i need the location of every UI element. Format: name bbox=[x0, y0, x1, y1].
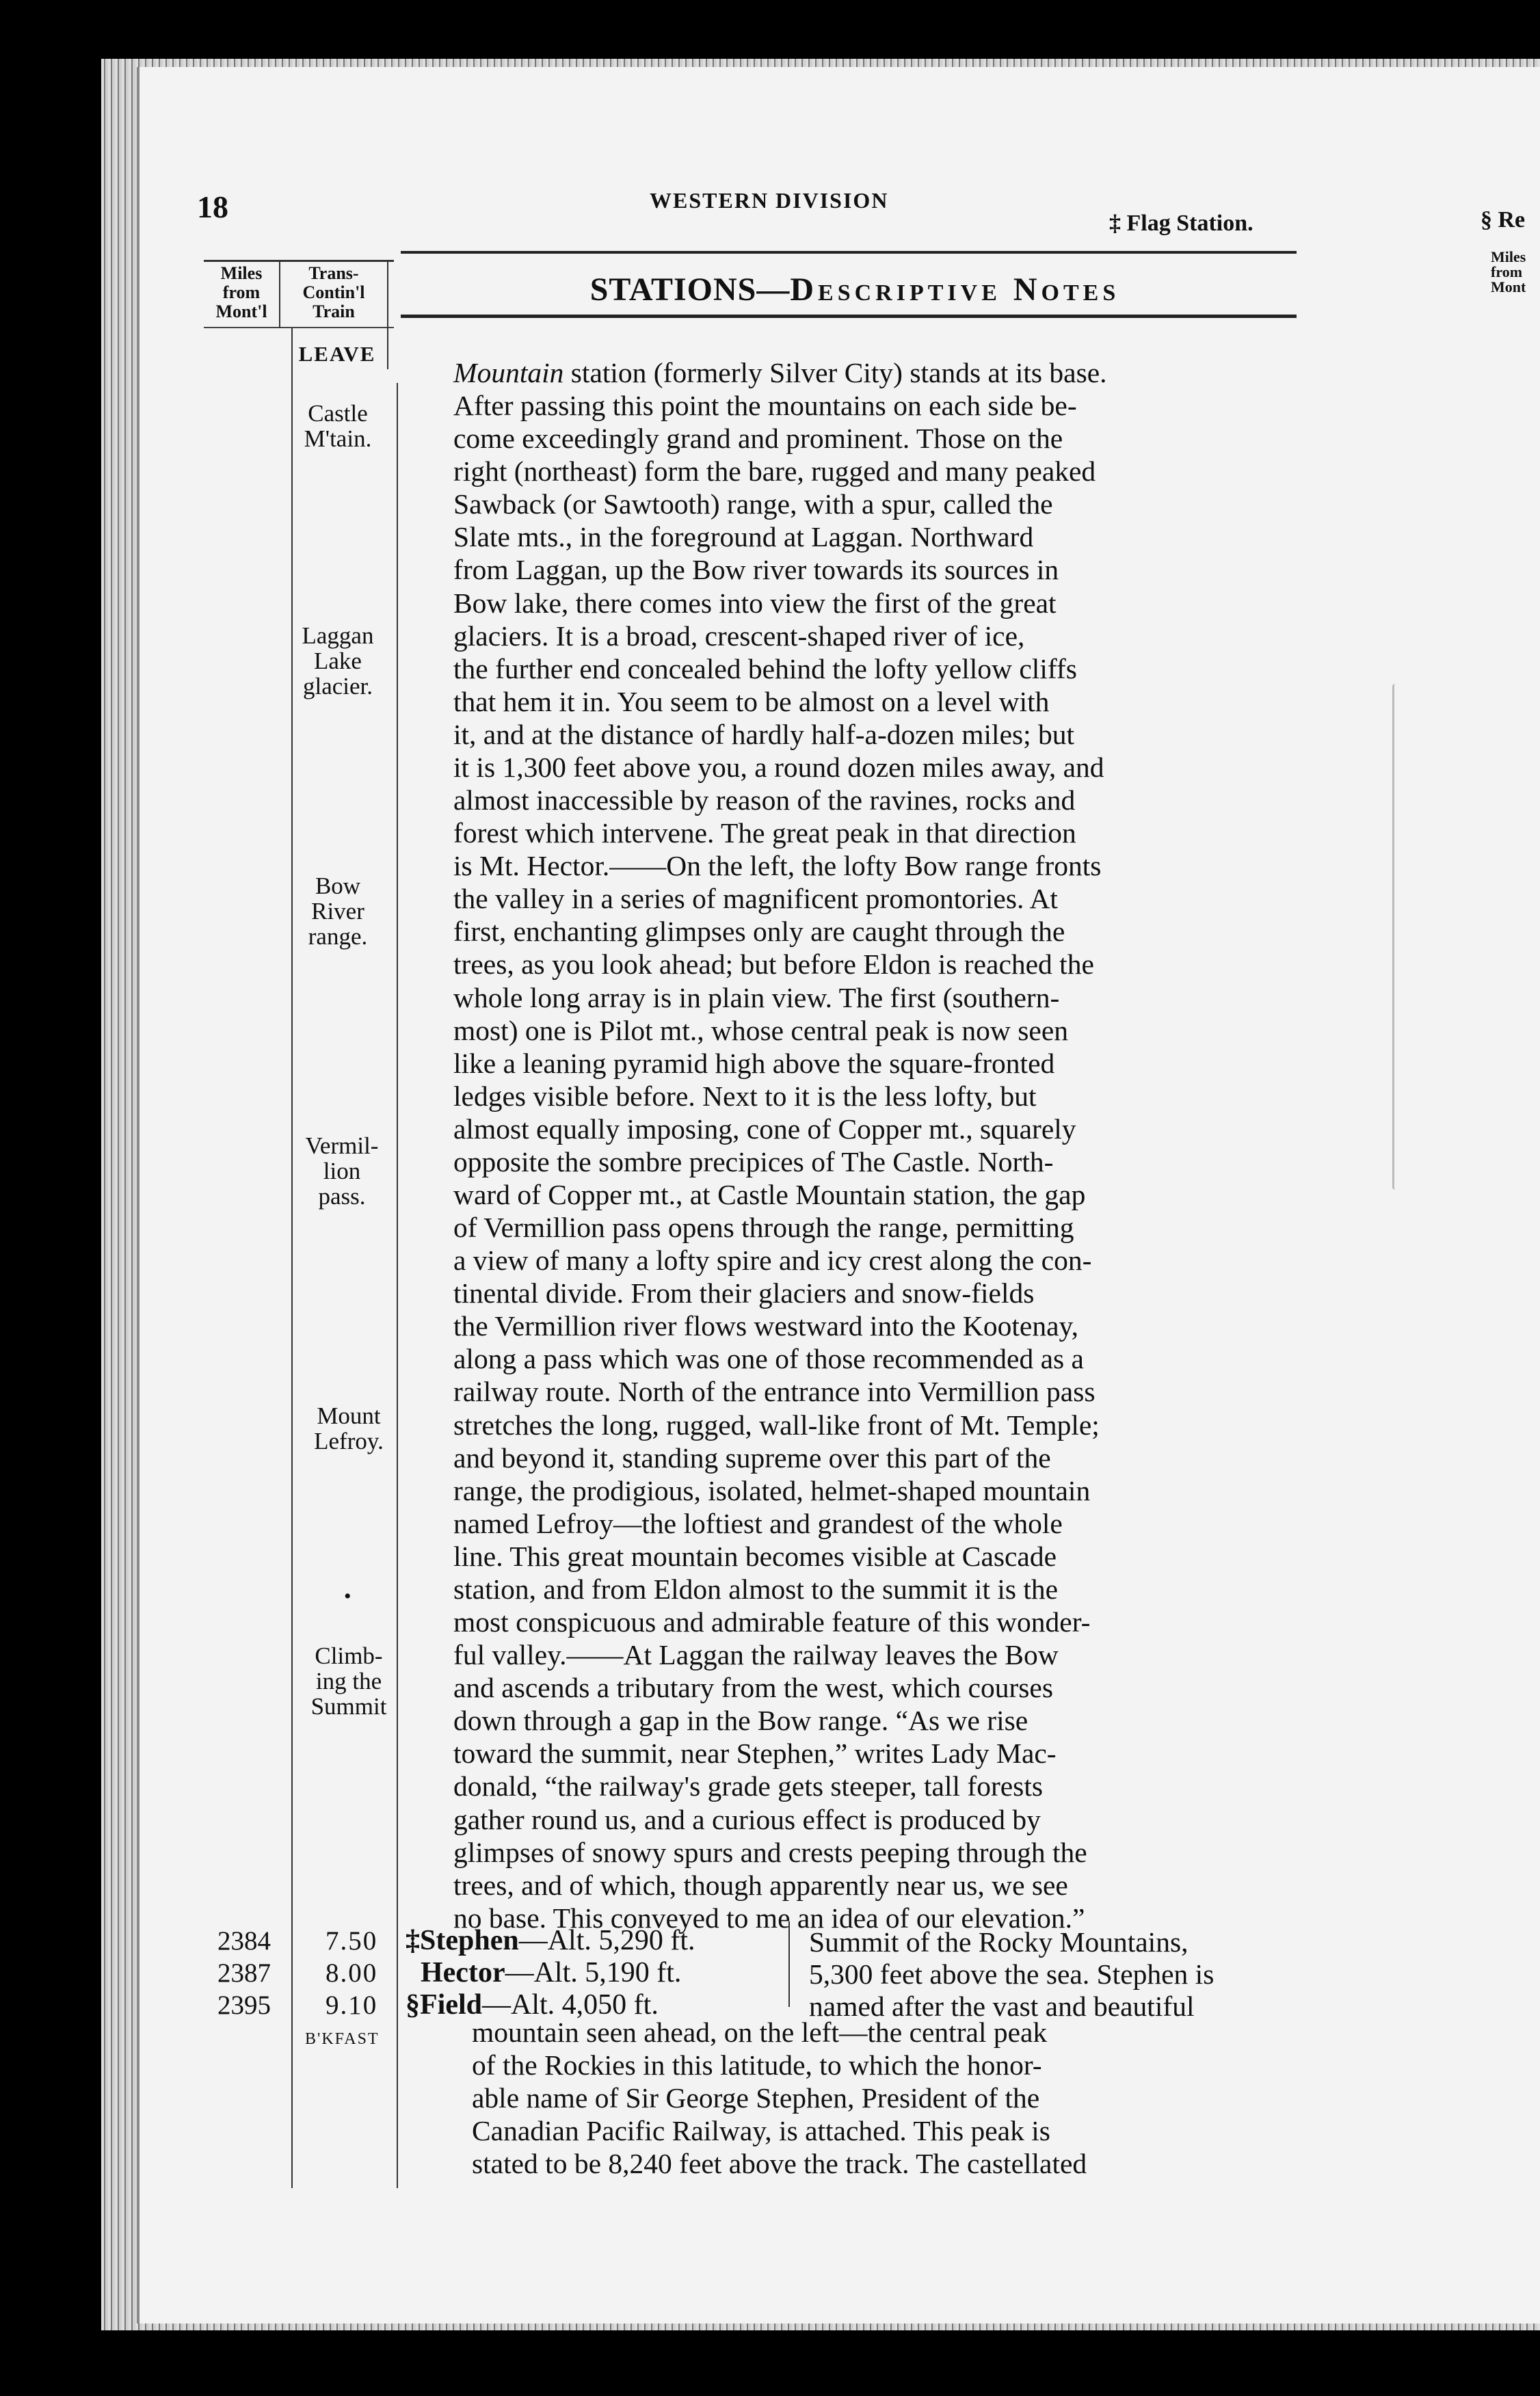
margin-note-line: range. bbox=[308, 923, 368, 950]
title-prefix: STATIONS— bbox=[589, 271, 791, 308]
tail-line: stated to be 8,240 feet above the track. The castellated bbox=[472, 2148, 1087, 2179]
line-text: most conspicuous and admirable feature of this wonder- bbox=[453, 1606, 1091, 1638]
body-line bbox=[453, 1277, 1034, 1309]
margin-note-line: ing the bbox=[315, 1668, 382, 1694]
col-head-line: Contin'l bbox=[302, 282, 365, 302]
title-rule bbox=[401, 315, 1297, 318]
col-head-line: Train bbox=[313, 302, 355, 321]
margin-note-line: Vermil- bbox=[305, 1132, 379, 1159]
line-text: the Vermillion river flows westward into the Kootenay, bbox=[453, 1310, 1078, 1342]
line-text: ful valley.——At Laggan the railway leaves the Bow bbox=[453, 1639, 1059, 1671]
margin-note-line: Lefroy. bbox=[314, 1428, 384, 1454]
station-name: ‡Stephen bbox=[406, 1925, 519, 1956]
line-text: along a pass which was one of those recommended as a bbox=[453, 1343, 1084, 1375]
line-text: forest which intervene. The great peak in that direction bbox=[453, 817, 1076, 849]
body-line bbox=[453, 981, 1059, 1014]
line-text: the further end concealed behind the lofty yellow cliffs bbox=[453, 652, 1077, 684]
body-line bbox=[453, 620, 1024, 652]
column-divider bbox=[387, 260, 388, 369]
line-text: donald, “the railway's grade gets steeper, tall forests bbox=[453, 1770, 1044, 1802]
body-line bbox=[453, 1178, 1085, 1211]
body-line bbox=[453, 882, 1058, 915]
station-miles: 2384 bbox=[217, 1926, 271, 1956]
line-text: range, the prodigious, isolated, helmet-shaped mountain bbox=[453, 1474, 1091, 1506]
line-text: down through a gap in the Bow range. “As we rise bbox=[453, 1705, 1028, 1737]
column-divider bbox=[397, 383, 398, 2188]
margin-note bbox=[298, 1403, 399, 1454]
left-head-rule bbox=[204, 327, 394, 328]
station-divider bbox=[788, 1921, 790, 2007]
body-line bbox=[453, 455, 1096, 488]
body-line bbox=[453, 849, 1101, 882]
line-text: trees, as you look ahead; but before Eldon is reached the bbox=[453, 948, 1094, 981]
tail-line: mountain seen ahead, on the left—the central peak bbox=[472, 2016, 1048, 2048]
tail-line: Canadian Pacific Railway, is attached. This peak is bbox=[472, 2115, 1050, 2146]
margin-note-line: Lake bbox=[314, 648, 362, 674]
line-text: and beyond it, standing supreme over this part of the bbox=[453, 1441, 1051, 1474]
body-line bbox=[453, 1836, 1087, 1869]
margin-note-line: lion bbox=[323, 1158, 361, 1184]
column-divider bbox=[291, 328, 293, 2188]
page-fold-mark bbox=[1392, 684, 1400, 1190]
body-line bbox=[453, 1671, 1053, 1704]
top-rule bbox=[401, 251, 1297, 254]
body-line bbox=[453, 356, 1107, 389]
body-line bbox=[453, 1309, 1078, 1342]
station-altitude: —Alt. 4,050 ft. bbox=[482, 1989, 659, 2021]
margin-note-line: Summit bbox=[310, 1693, 387, 1720]
title-small-caps: Descriptive Notes bbox=[790, 271, 1120, 308]
line-text: station (formerly Silver City) stands at its base. bbox=[563, 357, 1107, 388]
next-col-head-line: Miles bbox=[1491, 248, 1526, 265]
stations-title bbox=[410, 271, 1299, 308]
leave-label: LEAVE bbox=[298, 342, 376, 366]
line-text: it, and at the distance of hardly half-a-dozen miles; but bbox=[453, 718, 1075, 750]
body-line bbox=[453, 948, 1094, 981]
body-line bbox=[453, 488, 1053, 520]
body-line bbox=[453, 685, 1049, 718]
line-text: opposite the sombre precipices of The Castle. North- bbox=[453, 1145, 1054, 1177]
line-text: whole long array is in plain view. The first (southern- bbox=[453, 981, 1060, 1013]
line-text: almost inaccessible by reason of the ravines, rocks and bbox=[453, 784, 1076, 816]
line-text: like a leaning pyramid high above the square-fronted bbox=[453, 1047, 1055, 1079]
line-text: from Laggan, up the Bow river towards its sources in bbox=[453, 554, 1059, 586]
body-line bbox=[453, 520, 1033, 553]
line-text: right (northeast) form the bare, rugged and many peaked bbox=[453, 455, 1096, 488]
station-time: 9.10 bbox=[326, 1991, 378, 2020]
station-time: 8.00 bbox=[326, 1958, 378, 1988]
margin-note-line: River bbox=[311, 898, 364, 924]
col-head-line: Trans- bbox=[308, 263, 359, 283]
margin-dot: • bbox=[344, 1585, 351, 1608]
body-line bbox=[453, 784, 1075, 816]
next-col-head-line: Mont bbox=[1491, 278, 1526, 295]
body-line bbox=[453, 553, 1059, 586]
margin-note-line: Bow bbox=[315, 873, 361, 899]
line-text: station, and from Eldon almost to the summit it is the bbox=[453, 1573, 1059, 1605]
side-text-line: named after the vast and beautiful bbox=[809, 1991, 1195, 2022]
line-text: glaciers. It is a broad, crescent-shaped river of ice, bbox=[453, 620, 1025, 652]
margin-note-line: glacier. bbox=[302, 673, 373, 700]
body-line bbox=[453, 1113, 1076, 1145]
body-line bbox=[453, 1409, 1100, 1441]
body-line bbox=[453, 718, 1074, 751]
margin-note bbox=[287, 873, 388, 949]
col-head-line: Miles bbox=[220, 263, 263, 283]
body-line bbox=[453, 1638, 1059, 1671]
margin-note bbox=[287, 401, 388, 451]
line-text: first, enchanting glimpses only are caught through the bbox=[453, 916, 1065, 948]
body-line bbox=[453, 915, 1065, 948]
line-text: After passing this point the mountains on each side be- bbox=[453, 390, 1077, 422]
body-line bbox=[453, 1869, 1068, 1902]
line-text: almost equally imposing, cone of Copper mt., squarely bbox=[453, 1113, 1076, 1145]
margin-note-line: Castle bbox=[308, 400, 368, 427]
next-page-marker: § Re bbox=[1481, 207, 1526, 232]
line-text: stretches the long, rugged, wall-like front of Mt. Temple; bbox=[453, 1409, 1100, 1441]
margin-note-line: Climb- bbox=[315, 1642, 383, 1669]
line-text: Slate mts., in the foreground at Laggan. Northward bbox=[453, 521, 1034, 553]
body-line bbox=[453, 816, 1076, 849]
tail-line: able name of Sir George Stephen, President of the bbox=[472, 2082, 1040, 2114]
body-line bbox=[453, 1606, 1091, 1638]
margin-note bbox=[298, 1643, 399, 1719]
body-line bbox=[453, 422, 1063, 455]
line-text: line. This great mountain becomes visible at Cascade bbox=[453, 1540, 1057, 1572]
line-text: the valley in a series of magnificent promontories. At bbox=[453, 883, 1058, 915]
station-name: §Field bbox=[406, 1989, 482, 2021]
line-text: of Vermillion pass opens through the range, permitting bbox=[453, 1212, 1074, 1244]
station-entry bbox=[406, 1924, 695, 1957]
station-entry bbox=[406, 1956, 681, 1989]
next-col-head-line: from bbox=[1491, 263, 1523, 280]
body-line bbox=[453, 1342, 1084, 1375]
body-line bbox=[453, 1474, 1090, 1507]
body-line bbox=[453, 1014, 1068, 1047]
next-page-column-head bbox=[1491, 250, 1526, 295]
margin-note bbox=[291, 1133, 393, 1209]
margin-note-line: Laggan bbox=[302, 622, 374, 649]
body-line bbox=[453, 1540, 1057, 1573]
breakfast-label: B'KFAST bbox=[305, 2030, 380, 2048]
margin-note-line: pass. bbox=[318, 1183, 366, 1210]
body-line bbox=[453, 1737, 1057, 1770]
body-line bbox=[453, 1704, 1028, 1737]
running-head: WESTERN DIVISION bbox=[650, 188, 889, 213]
body-line bbox=[453, 1803, 1041, 1836]
body-line bbox=[453, 1770, 1043, 1802]
line-text: Bow lake, there comes into view the first of the great bbox=[453, 587, 1057, 619]
body-line bbox=[453, 751, 1104, 784]
line-text: it is 1,300 feet above you, a round dozen miles away, and bbox=[453, 751, 1104, 783]
body-line bbox=[453, 1080, 1037, 1113]
body-line bbox=[453, 1507, 1063, 1540]
body-line bbox=[453, 1375, 1096, 1408]
left-top-rule bbox=[204, 260, 394, 262]
line-text: tinental divide. From their glaciers and snow-fields bbox=[453, 1277, 1035, 1309]
station-time: 7.50 bbox=[326, 1926, 378, 1956]
line-text: Sawback (or Sawtooth) range, with a spur, called the bbox=[453, 488, 1053, 520]
side-text-line: Summit of the Rocky Mountains, bbox=[809, 1926, 1189, 1958]
italic-word: Mountain bbox=[453, 357, 564, 388]
line-text: that hem it in. You seem to be almost on a level with bbox=[453, 685, 1050, 717]
line-text: come exceedingly grand and prominent. Those on the bbox=[453, 423, 1063, 455]
body-line bbox=[453, 652, 1077, 685]
body-line bbox=[453, 1441, 1051, 1474]
line-text: is Mt. Hector.——On the left, the lofty Bow range fronts bbox=[453, 850, 1102, 882]
margin-note-line: Mount bbox=[317, 1402, 381, 1429]
line-text: railway route. North of the entrance into Vermillion pass bbox=[453, 1376, 1096, 1408]
line-text: and ascends a tributary from the west, which courses bbox=[453, 1672, 1053, 1704]
line-text: ward of Copper mt., at Castle Mountain station, the gap bbox=[453, 1179, 1086, 1210]
train-column-head bbox=[280, 264, 387, 321]
station-miles: 2395 bbox=[217, 1991, 271, 2020]
line-text: no base. This conveyed to me an idea of our elevation.” bbox=[453, 1902, 1085, 1934]
body-line bbox=[453, 1244, 1091, 1277]
body-line bbox=[453, 1573, 1058, 1606]
station-miles: 2387 bbox=[217, 1958, 271, 1988]
side-text-line: 5,300 feet above the sea. Stephen is bbox=[809, 1958, 1214, 1990]
col-head-line: from bbox=[222, 282, 261, 302]
flag-station-note: ‡ Flag Station. bbox=[1109, 211, 1253, 236]
line-text: a view of many a lofty spire and icy crest along the con- bbox=[453, 1244, 1092, 1277]
body-line bbox=[453, 1047, 1054, 1080]
line-text: toward the summit, near Stephen,” writes Lady Mac- bbox=[453, 1738, 1057, 1770]
margin-note bbox=[287, 623, 388, 699]
line-text: trees, and of which, though apparently near us, we see bbox=[453, 1869, 1068, 1901]
page-number: 18 bbox=[197, 189, 228, 224]
body-line bbox=[453, 587, 1057, 620]
line-text: glimpses of snowy spurs and crests peeping through the bbox=[453, 1836, 1087, 1868]
margin-note-line: M'tain. bbox=[304, 425, 372, 452]
miles-column-head bbox=[204, 264, 279, 321]
body-line bbox=[453, 1211, 1074, 1244]
col-head-line: Mont'l bbox=[215, 302, 267, 321]
line-text: named Lefroy—the loftiest and grandest of the whole bbox=[453, 1507, 1063, 1539]
tail-line: of the Rockies in this latitude, to which the honor- bbox=[472, 2049, 1042, 2081]
station-altitude: —Alt. 5,290 ft. bbox=[518, 1925, 695, 1956]
line-text: most) one is Pilot mt., whose central peak is now seen bbox=[453, 1014, 1069, 1046]
station-name: Hector bbox=[421, 1957, 505, 1988]
body-line bbox=[453, 1145, 1053, 1178]
station-altitude: —Alt. 5,190 ft. bbox=[505, 1957, 682, 1988]
line-text: gather round us, and a curious effect is produced by bbox=[453, 1803, 1041, 1835]
body-line bbox=[453, 389, 1077, 422]
line-text: ledges visible before. Next to it is the less lofty, but bbox=[453, 1080, 1037, 1112]
